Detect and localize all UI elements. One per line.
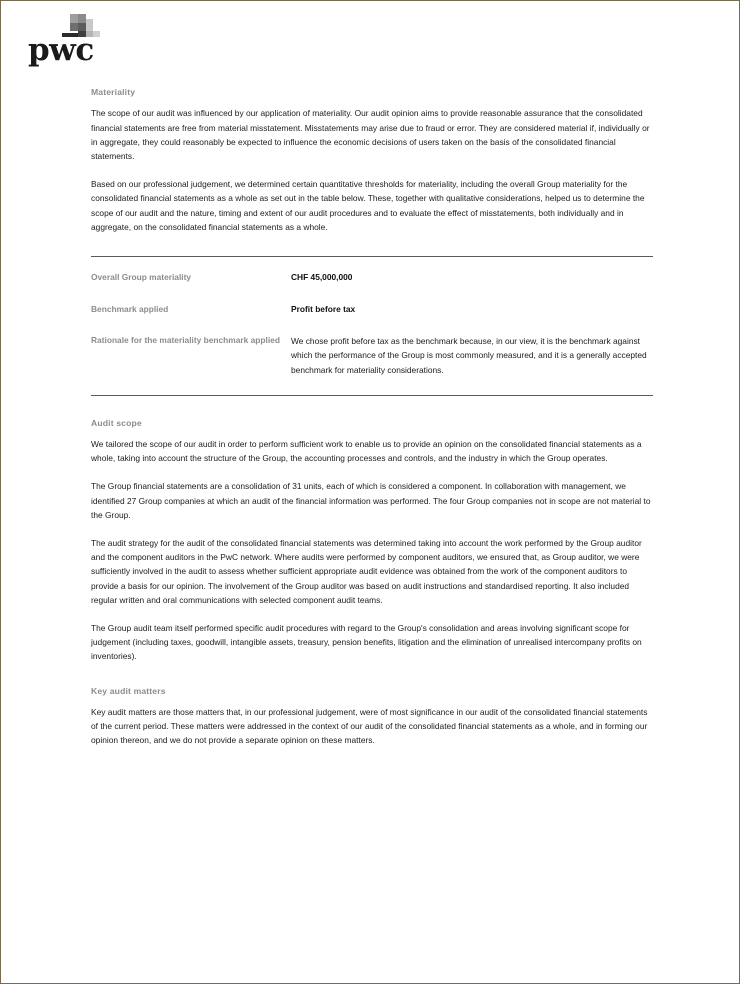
paragraph-key-audit-matters-1: Key audit matters are those matters that, in our professional judgement, were of most significance in our audit of the consolidated financial statements of the current period. These matters were addressed in the context of our audit of the consolidated financial statements as a whole, and in forming our opinion thereon, and we do not provide a separate opinion on these matters. [91,707,648,746]
table-row-value: CHF 45,000,000 [291,271,353,282]
table-row-label: Benchmark applied [91,303,169,314]
logo-block-3 [70,23,78,31]
logo-block-2 [78,14,86,23]
logo-block-1 [70,14,78,23]
logo-block-7 [93,31,100,37]
table-row-value: We chose profit before tax as the benchmark because, in our view, it is the benchmark against which the performance of the Group is most commonly measured, and it is a generally accepted benchmark for materiality considerations. [291,336,647,375]
table-row-value: Profit before tax [291,303,356,314]
section-heading-materiality: Materiality [91,87,136,97]
logo-block-5 [86,19,93,31]
section-heading-audit-scope: Audit scope [91,417,142,428]
table-row [91,316,653,395]
table-row-label: Rationale for the materiality benchmark applied [91,335,280,346]
paragraph-materiality-1: The scope of our audit was influenced by our application of materiality. Our audit opinion aims to provide reasonable assurance that the consolidated financial statements are free from material misstatement. Misstatements may arise due to fraud or error. They are considered material if, individually or in aggregate, they could reasonably be expected to influence the economic decisions of users taken on the basis of the consolidated financial statements. [91,108,650,161]
section-heading-key-audit-matters: Key audit matters [91,685,166,696]
table-row [91,257,653,285]
pwc-logo [28,13,148,71]
document-content [91,87,653,962]
paragraph-audit-scope-2: The Group financial statements are a consolidation of 31 units, each of which is considered a component. In collaboration with management, we identified 27 Group companies at which an audit of the financial information was performed. The four Group companies not in scope are not material to the Group. [91,481,651,520]
materiality-table [91,256,653,396]
paragraph-audit-scope-3: The audit strategy for the audit of the consolidated financial statements was determined taking into account the work performed by the Group auditor and the component auditors in the PwC network. Where audits were performed by component auditors, we ensured that, as Group auditor, we were sufficiently involved in the audit to assess whether sufficient appropriate audit evidence was obtained from the work of the component auditors to provide a basis for our opinion. The involvement of the Group auditor was based on audit instructions and standardised reporting. It also included regular written and oral communications with selected component audit teams. [91,538,642,605]
paragraph-materiality-2: Based on our professional judgement, we determined certain quantitative thresholds for materiality, including the overall Group materiality for the consolidated financial statements as a whole as set out in the table below. These, together with qualitative considerations, helped us to determine the scope of our audit and the nature, timing and extent of our audit procedures and to evaluate the effect of misstatements, both individually and in aggregate, on the consolidated financial statements as a whole. [91,179,645,232]
pwc-wordmark: pwc [28,32,94,68]
paragraph-audit-scope-1: We tailored the scope of our audit in order to perform sufficient work to enable us to provide an opinion on the consolidated financial statements as a whole, taking into account the structure of the Group, the accounting processes and controls, and the industry in which the Group operates. [91,439,642,464]
table-row [91,285,653,317]
table-row-label: Overall Group materiality [91,271,192,282]
paragraph-audit-scope-4: The Group audit team itself performed specific audit procedures with regard to the Group's consolidation and areas involving significant scope for judgement (including taxes, goodwill, intangible assets, treasury, pension benefits, litigation and the elimination of unrealised intercompany profits on inventories). [91,623,642,662]
page-bottom-whitespace [91,762,653,962]
logo-block-4 [78,23,86,31]
